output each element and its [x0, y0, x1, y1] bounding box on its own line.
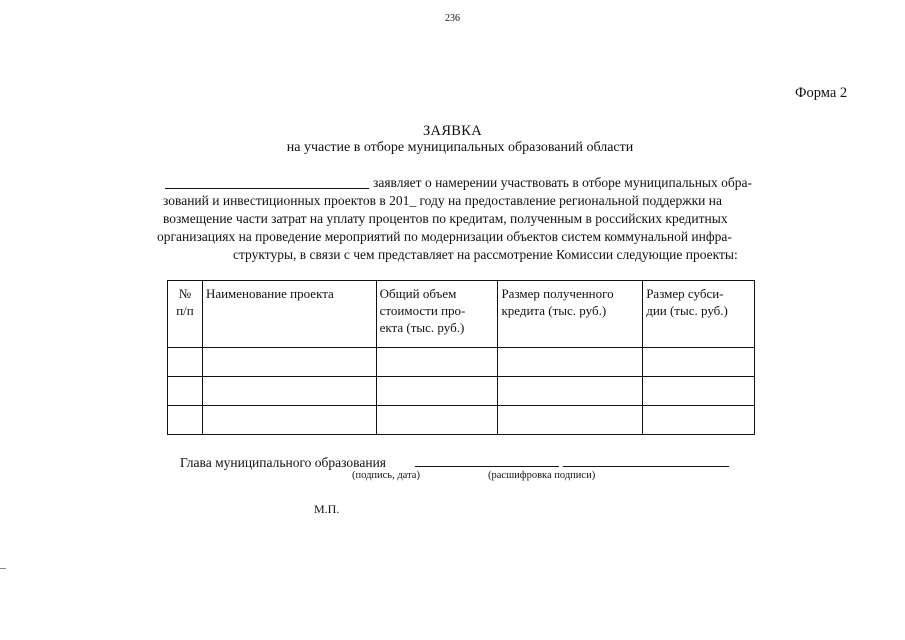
- page-number: 236: [445, 13, 460, 24]
- table-cell: [643, 377, 755, 406]
- header-line: №: [178, 286, 192, 301]
- table-cell: [168, 348, 203, 377]
- column-header-subsidy-amount: [643, 281, 755, 348]
- table-cell: [498, 348, 643, 377]
- header-line: Размер полученного: [501, 286, 614, 301]
- header-line: кредита (тыс. руб.): [501, 303, 607, 318]
- body-text-line: возмещение части затрат на уплату процентов по кредитам, полученным в российских кредитных: [163, 211, 728, 226]
- signature-label: Глава муниципального образования: [180, 455, 387, 470]
- table-cell: [202, 377, 376, 406]
- body-text-line: зований и инвестиционных проектов в 201_ году на предоставление региональной поддержки на: [163, 193, 722, 208]
- column-header-number: [168, 281, 203, 348]
- header-line: Общий объем: [379, 286, 457, 301]
- table-row: [168, 348, 755, 377]
- table-row: [168, 377, 755, 406]
- document-title: ЗАЯВКА: [422, 123, 483, 139]
- table-row: [168, 406, 755, 435]
- column-header-project-name: [202, 281, 376, 348]
- table-cell: [376, 406, 498, 435]
- table-cell: [498, 406, 643, 435]
- body-text-line: структуры, в связи с чем представляет на рассмотрение Комиссии следующие проекты:: [233, 247, 738, 262]
- header-line: дии (тыс. руб.): [646, 303, 728, 318]
- table-cell: [643, 348, 755, 377]
- column-header-credit-amount: [498, 281, 643, 348]
- table-header-row: [168, 281, 755, 348]
- header-line: екта (тыс. руб.): [379, 320, 465, 335]
- signature-decoding-caption: (расшифровка подписи): [488, 470, 596, 481]
- form-label: Форма 2: [795, 85, 848, 101]
- document-subtitle: на участие в отборе муниципальных образований области: [286, 140, 634, 155]
- table-cell: [202, 348, 376, 377]
- table-cell: [643, 406, 755, 435]
- stamp-placeholder: М.П.: [314, 502, 340, 516]
- signature-decoding-line: [563, 466, 729, 467]
- column-header-total-cost: [376, 281, 498, 348]
- signature-date-line: [415, 466, 559, 467]
- header-line: Размер субси-: [646, 286, 724, 301]
- body-text-line: заявляет о намерении участвовать в отборе муниципальных обра-: [373, 175, 752, 190]
- applicant-name-blank: [165, 188, 369, 189]
- table-cell: [498, 377, 643, 406]
- margin-mark: [0, 568, 6, 569]
- table-cell: [168, 406, 203, 435]
- body-text-line: организациях на проведение мероприятий по модернизации объектов систем коммунальной инфра-: [157, 229, 732, 244]
- projects-table: [167, 280, 755, 435]
- table-cell: [168, 377, 203, 406]
- header-line: Наименование проекта: [205, 286, 334, 301]
- header-line: стоимости про-: [379, 303, 466, 318]
- table-cell: [202, 406, 376, 435]
- header-line: п/п: [176, 303, 194, 318]
- signature-date-caption: (подпись, дата): [352, 470, 420, 481]
- table-cell: [376, 348, 498, 377]
- table-cell: [376, 377, 498, 406]
